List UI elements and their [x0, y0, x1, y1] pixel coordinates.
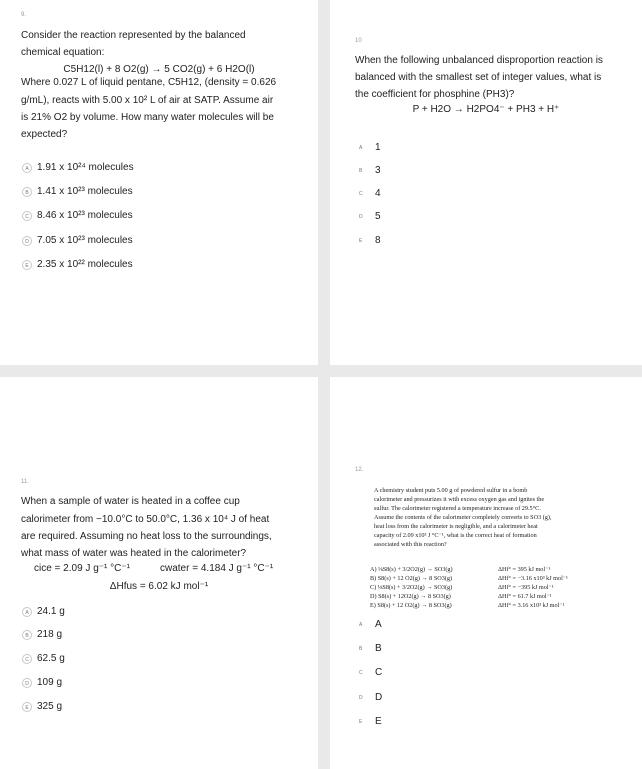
reaction-equation: C) ⅛S8(s) + 3/2O2(g) → SO3(g): [370, 584, 453, 591]
question-text: the coefficient for phosphine (PH3)?: [355, 89, 515, 100]
option-letter: D: [359, 694, 363, 701]
answer-option-e[interactable]: [22, 701, 62, 712]
option-letter-badge: D: [22, 678, 32, 688]
option-letter: C: [359, 669, 363, 676]
answer-option-e[interactable]: [359, 716, 382, 727]
option-text: 4: [375, 188, 381, 199]
option-text: 2.35 x 10²² molecules: [37, 259, 133, 270]
option-text: 8: [375, 235, 381, 246]
option-text: 218 g: [37, 629, 63, 640]
answer-option-c[interactable]: [22, 653, 65, 664]
option-letter: C: [359, 190, 363, 197]
option-text: 109 g: [37, 677, 63, 688]
option-text: 7.05 x 10²³ molecules: [37, 235, 133, 246]
question-paragraph: [374, 486, 622, 549]
option-text: 62.5 g: [37, 653, 65, 664]
option-letter-badge: B: [22, 630, 32, 640]
option-letter-badge: A: [22, 607, 32, 617]
answer-option-e[interactable]: [359, 235, 381, 246]
question-text: are required. Assuming no heat loss to the surroundings,: [21, 531, 272, 542]
reaction-enthalpy: ΔHf° = 395 kJ mol⁻¹: [498, 566, 551, 573]
paragraph-line: capacity of 2.09 x10³ J °C⁻¹, what is the correct heat of formation: [374, 532, 537, 539]
question-text: Consider the reaction represented by the balanced: [21, 30, 246, 41]
paragraph-line: heat loss from the calorimeter is negligible, and a calorimeter heat: [374, 523, 538, 530]
enthalpy-of-fusion: ΔHfus = 6.02 kJ mol⁻¹: [109, 581, 209, 592]
paragraph-line: calorimeter and pressurizes it with excess oxygen gas and ignites the: [374, 496, 545, 503]
option-letter-badge: C: [22, 654, 32, 664]
option-text: C: [375, 667, 383, 678]
reaction-equation: E) S8(s) + 12 O2(g) → 8 SO3(g): [370, 602, 452, 609]
reaction-enthalpy: ΔHf° = −395 kJ mol⁻¹: [498, 584, 554, 591]
paragraph-line: A chemistry student puts 5.00 g of powdered sulfur in a bomb: [374, 487, 528, 494]
answer-option-d[interactable]: [359, 211, 381, 222]
option-letter: E: [359, 237, 363, 244]
option-text: 5: [375, 211, 381, 222]
answer-option-e[interactable]: [22, 259, 133, 270]
question-text: g/mL), reacts with 5.00 x 10² L of air at SATP. Assume air: [21, 95, 274, 106]
option-text: 1: [375, 142, 381, 153]
reaction-equation: A) ⅛S8(s) + 3/2O2(g) → SO3(g): [370, 566, 453, 573]
question-11-card: [0, 377, 318, 769]
option-text: 1.41 x 10²³ molecules: [37, 186, 133, 197]
answer-option-d[interactable]: [22, 677, 62, 688]
option-letter: B: [359, 645, 363, 652]
answer-option-b[interactable]: [22, 629, 62, 640]
paragraph-line: Assume the contents of the calorimeter completely converts to SO3 (g),: [374, 514, 552, 521]
answer-option-d[interactable]: [359, 692, 382, 703]
answer-option-b[interactable]: [359, 643, 382, 654]
reaction-equation: D) S8(s) + 12O2(g) → 8 SO3(g): [370, 593, 451, 600]
option-letter: A: [359, 621, 363, 628]
specific-heat-water: cwater = 4.184 J g⁻¹ °C⁻¹: [160, 563, 274, 574]
question-text: When a sample of water is heated in a coffee cup: [21, 496, 240, 507]
question-text: chemical equation:: [21, 47, 105, 58]
answer-option-b[interactable]: [359, 165, 381, 176]
answer-option-c[interactable]: [359, 188, 381, 199]
option-text: 24.1 g: [37, 606, 65, 617]
option-text: E: [375, 716, 382, 727]
option-text: D: [375, 692, 383, 703]
question-text: is 21% O2 by volume. How many water molecules will be: [21, 112, 274, 123]
answer-option-a[interactable]: [22, 606, 65, 617]
option-letter: E: [359, 718, 363, 725]
question-number: 12.: [355, 467, 364, 473]
question-number: 11.: [21, 479, 29, 485]
specific-heat-ice: cice = 2.09 J g⁻¹ °C⁻¹: [34, 563, 130, 574]
answer-option-a[interactable]: [359, 619, 382, 630]
question-text: Where 0.027 L of liquid pentane, C5H12, (density = 0.626: [21, 77, 277, 88]
option-letter-badge: D: [22, 236, 32, 246]
question-12-card: [330, 377, 642, 769]
answer-option-a[interactable]: [22, 162, 134, 173]
option-text: 325 g: [37, 701, 63, 712]
option-letter-badge: B: [22, 187, 32, 197]
option-text: B: [375, 643, 382, 654]
question-text: expected?: [21, 129, 68, 140]
question-9-card: [0, 0, 318, 365]
option-letter: B: [359, 167, 363, 174]
question-text: When the following unbalanced disproportion reaction is: [355, 55, 603, 66]
reaction-enthalpy: ΔHf° = 3.16 x10³ kJ mol⁻¹: [498, 602, 565, 609]
chemical-equation: P + H2O → H2PO4⁻ + PH3 + H⁺: [412, 104, 560, 115]
question-text: calorimeter from −10.0°C to 50.0°C, 1.36 x 10⁴ J of heat: [21, 514, 270, 525]
paragraph-line: sulfur. The calorimeter registered a temperature increase of 29.5°C.: [374, 505, 541, 512]
option-letter-badge: A: [22, 163, 32, 173]
question-text: what mass of water was heated in the calorimeter?: [21, 548, 247, 559]
option-text: 8.46 x 10²³ molecules: [37, 210, 133, 221]
option-text: 1.91 x 10²⁴ molecules: [37, 162, 134, 173]
question-number: 10: [355, 38, 362, 44]
question-10-card: [330, 0, 642, 365]
option-letter: D: [359, 213, 363, 220]
question-text: balanced with the smallest set of integer values, what is: [355, 72, 602, 83]
answer-option-d[interactable]: [22, 235, 133, 246]
option-letter-badge: E: [22, 260, 32, 270]
reaction-equation: B) S8(s) + 12 O2(g) → 8 SO3(g): [370, 575, 453, 582]
option-text: A: [375, 619, 382, 630]
option-letter: A: [359, 144, 363, 151]
chemical-equation: C5H12(l) + 8 O2(g) → 5 CO2(g) + 6 H2O(l): [63, 64, 255, 75]
answer-option-c[interactable]: [359, 667, 382, 678]
paragraph-line: associated with this reaction?: [374, 541, 447, 548]
answer-option-b[interactable]: [22, 186, 133, 197]
question-number: 9.: [21, 12, 27, 18]
reaction-enthalpy: ΔHf° = 61.7 kJ mol⁻¹: [498, 593, 552, 600]
option-letter-badge: E: [22, 702, 32, 712]
reaction-enthalpy: ΔHf° = −3.16 x10³ kJ mol⁻¹: [498, 575, 568, 582]
option-text: 3: [375, 165, 381, 176]
answer-option-a[interactable]: [359, 142, 381, 153]
answer-option-c[interactable]: [22, 210, 133, 221]
option-letter-badge: C: [22, 211, 32, 221]
